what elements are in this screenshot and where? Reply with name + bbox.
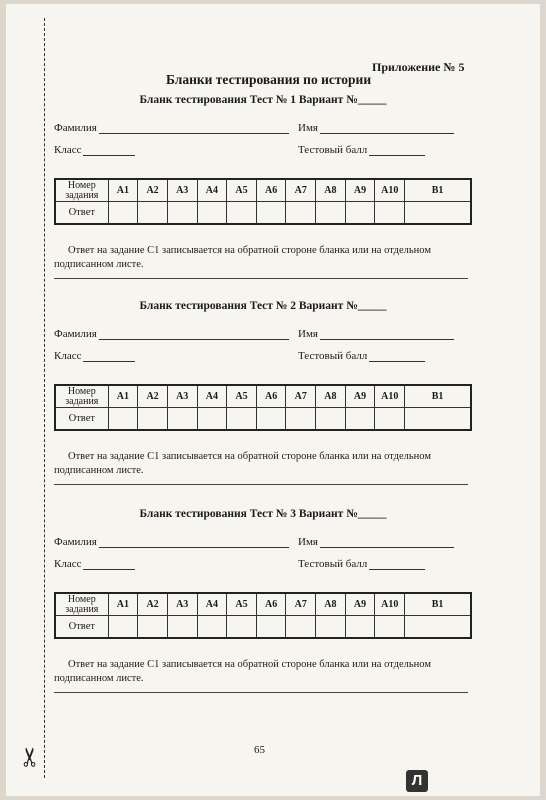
answer-cell[interactable]: [256, 202, 286, 225]
test-form-1: [54, 94, 472, 284]
col-a2: A2: [138, 593, 168, 616]
answer-label: Ответ: [55, 408, 108, 431]
answer-table: [54, 384, 472, 431]
col-a4: A4: [197, 179, 227, 202]
divider-line: [54, 278, 468, 279]
col-a5: A5: [227, 385, 257, 408]
col-a3: A3: [167, 593, 197, 616]
col-a2: A2: [138, 385, 168, 408]
col-a9: A9: [345, 179, 375, 202]
col-a2: A2: [138, 179, 168, 202]
answer-cell[interactable]: [138, 202, 168, 225]
task-number-row: [55, 593, 471, 616]
score-field[interactable]: [298, 350, 425, 362]
col-a10: A10: [375, 593, 405, 616]
score-label: Тестовый балл: [298, 558, 368, 570]
col-b1: B1: [405, 179, 471, 202]
answer-label: Ответ: [55, 202, 108, 225]
col-a1: A1: [108, 179, 138, 202]
answer-cell[interactable]: [345, 202, 375, 225]
appendix-label: Приложение № 5: [372, 60, 465, 74]
col-a10: A10: [375, 385, 405, 408]
page-title: Бланки тестирования по истории: [166, 72, 372, 87]
instruction-note: Ответ на задание С1 записывается на обратной стороне бланка или на отдельном подписанном листе.: [54, 245, 431, 270]
score-field[interactable]: [298, 558, 425, 570]
score-field[interactable]: [298, 144, 425, 156]
scissors-icon: ✂: [15, 746, 45, 768]
surname-field[interactable]: [54, 328, 289, 340]
answer-table: [54, 178, 472, 225]
answer-label: Ответ: [55, 616, 108, 639]
answer-cell[interactable]: [227, 408, 257, 431]
col-a7: A7: [286, 593, 316, 616]
answer-cell[interactable]: [197, 408, 227, 431]
form-title: Бланк тестирования Тест № 3 Вариант №_____: [139, 508, 387, 520]
col-a1: A1: [108, 385, 138, 408]
task-number-label: Номер задания: [55, 385, 108, 408]
answer-cell[interactable]: [227, 616, 257, 639]
answer-cell[interactable]: [108, 202, 138, 225]
name-label: Имя: [298, 536, 318, 548]
answer-cell[interactable]: [316, 616, 346, 639]
col-a3: A3: [167, 179, 197, 202]
surname-label: Фамилия: [54, 536, 97, 548]
answer-cell[interactable]: [405, 202, 471, 225]
answer-cell[interactable]: [375, 202, 405, 225]
col-a8: A8: [316, 179, 346, 202]
task-number-row: [55, 179, 471, 202]
class-field[interactable]: [54, 144, 135, 156]
answer-cell[interactable]: [286, 408, 316, 431]
surname-label: Фамилия: [54, 122, 97, 134]
answer-cell[interactable]: [256, 616, 286, 639]
divider-line: [54, 484, 468, 485]
answer-cell[interactable]: [197, 616, 227, 639]
col-a10: A10: [375, 179, 405, 202]
surname-field[interactable]: [54, 536, 289, 548]
answer-cell[interactable]: [345, 408, 375, 431]
form-title: Бланк тестирования Тест № 1 Вариант №_____: [139, 94, 387, 106]
name-field[interactable]: [298, 328, 454, 340]
test-form-3: [54, 508, 472, 698]
col-a6: A6: [256, 179, 286, 202]
score-label: Тестовый балл: [298, 144, 368, 156]
col-a9: A9: [345, 593, 375, 616]
answer-cell[interactable]: [316, 408, 346, 431]
class-label: Класс: [54, 144, 82, 156]
publisher-logo: Л: [406, 770, 428, 792]
answer-cell[interactable]: [256, 408, 286, 431]
col-a5: A5: [227, 179, 257, 202]
surname-field[interactable]: [54, 122, 289, 134]
answer-cell[interactable]: [405, 408, 471, 431]
col-a6: A6: [256, 385, 286, 408]
name-label: Имя: [298, 328, 318, 340]
answer-cell[interactable]: [197, 202, 227, 225]
col-a7: A7: [286, 385, 316, 408]
answer-table: [54, 592, 472, 639]
col-a7: A7: [286, 179, 316, 202]
task-number-row: [55, 385, 471, 408]
class-field[interactable]: [54, 558, 135, 570]
cut-line: [44, 18, 45, 778]
answer-cell[interactable]: [138, 408, 168, 431]
class-label: Класс: [54, 558, 82, 570]
col-a4: A4: [197, 385, 227, 408]
score-label: Тестовый балл: [298, 350, 368, 362]
answer-cell[interactable]: [138, 616, 168, 639]
answer-cell[interactable]: [167, 408, 197, 431]
instruction-note: Ответ на задание С1 записывается на обратной стороне бланка или на отдельном подписанном листе.: [54, 659, 431, 684]
answer-cell[interactable]: [286, 616, 316, 639]
col-b1: B1: [405, 385, 471, 408]
class-label: Класс: [54, 350, 82, 362]
col-a5: A5: [227, 593, 257, 616]
answer-cell[interactable]: [375, 616, 405, 639]
task-number-label: Номер задания: [55, 179, 108, 202]
surname-label: Фамилия: [54, 328, 97, 340]
answer-cell[interactable]: [405, 616, 471, 639]
name-field[interactable]: [298, 122, 454, 134]
form-title: Бланк тестирования Тест № 2 Вариант №_____: [139, 300, 387, 312]
answer-row: [55, 616, 471, 639]
divider-line: [54, 692, 468, 693]
name-field[interactable]: [298, 536, 454, 548]
answer-cell[interactable]: [227, 202, 257, 225]
name-label: Имя: [298, 122, 318, 134]
task-number-label: Номер задания: [55, 593, 108, 616]
answer-cell[interactable]: [167, 616, 197, 639]
answer-row: [55, 408, 471, 431]
answer-cell[interactable]: [108, 616, 138, 639]
col-a8: A8: [316, 593, 346, 616]
col-a4: A4: [197, 593, 227, 616]
page-number: 65: [254, 744, 265, 756]
answer-cell[interactable]: [108, 408, 138, 431]
answer-cell[interactable]: [167, 202, 197, 225]
answer-cell[interactable]: [316, 202, 346, 225]
col-a6: A6: [256, 593, 286, 616]
col-b1: B1: [405, 593, 471, 616]
col-a9: A9: [345, 385, 375, 408]
col-a8: A8: [316, 385, 346, 408]
test-form-2: [54, 300, 472, 490]
answer-row: [55, 202, 471, 225]
answer-cell[interactable]: [345, 616, 375, 639]
col-a3: A3: [167, 385, 197, 408]
document-page: [6, 4, 540, 796]
col-a1: A1: [108, 593, 138, 616]
answer-cell[interactable]: [286, 202, 316, 225]
answer-cell[interactable]: [375, 408, 405, 431]
instruction-note: Ответ на задание С1 записывается на обратной стороне бланка или на отдельном подписанном листе.: [54, 451, 431, 476]
class-field[interactable]: [54, 350, 135, 362]
